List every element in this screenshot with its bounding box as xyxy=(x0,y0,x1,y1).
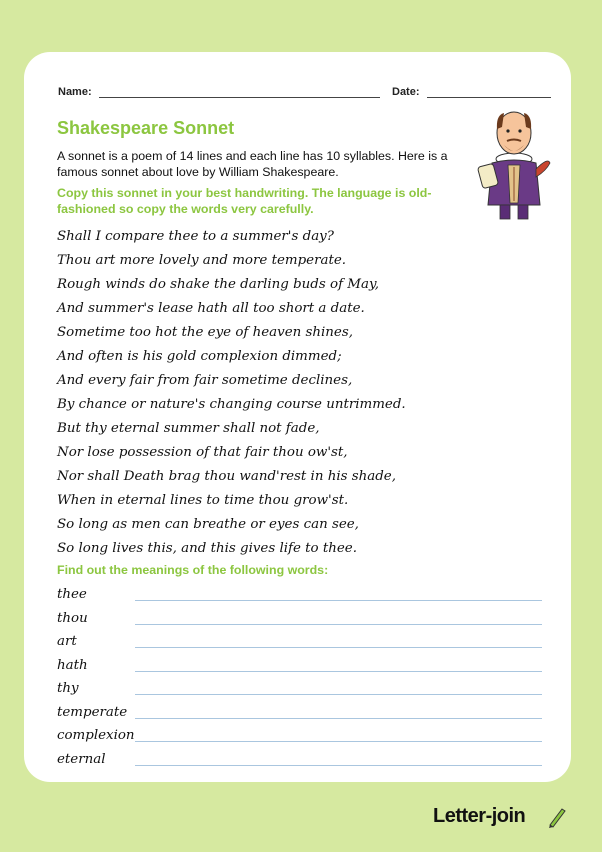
vocab-row xyxy=(57,679,542,703)
poem-line: So long lives this, and this gives life to thee. xyxy=(57,541,357,556)
answer-line[interactable] xyxy=(135,647,542,648)
vocab-row xyxy=(57,656,542,680)
vocab-row xyxy=(57,632,542,656)
answer-line[interactable] xyxy=(135,671,542,672)
answer-line[interactable] xyxy=(135,600,542,601)
answer-line[interactable] xyxy=(135,741,542,742)
vocab-word: complexion xyxy=(57,728,135,743)
shakespeare-illustration xyxy=(474,107,554,222)
vocab-row xyxy=(57,750,542,774)
vocab-row xyxy=(57,585,542,609)
brand-logo: Letter-join xyxy=(433,805,526,827)
vocab-row xyxy=(57,703,542,727)
vocab-word: eternal xyxy=(57,751,106,767)
poem-line: Sometime too hot the eye of heaven shines, xyxy=(57,325,353,340)
vocab-list xyxy=(57,585,542,773)
date-field[interactable] xyxy=(427,97,551,98)
poem-line: Shall I compare thee to a summer's day? xyxy=(57,229,334,244)
vocab-row xyxy=(57,726,542,750)
poem-line: Rough winds do shake the darling buds of May, xyxy=(57,277,380,292)
vocab-row xyxy=(57,609,542,633)
pencil-icon xyxy=(546,805,568,829)
name-label: Name: xyxy=(58,86,92,98)
sonnet-lines xyxy=(57,227,406,563)
instruction-text: Copy this sonnet in your best handwriting. The language is old-fashioned so copy the words very carefully. xyxy=(57,186,432,216)
poem-line: So long as men can breathe or eyes can see, xyxy=(57,517,359,532)
poem-line: But thy eternal summer shall not fade, xyxy=(57,421,320,436)
answer-line[interactable] xyxy=(135,694,542,695)
vocab-word: thou xyxy=(57,610,88,626)
poem-line: Nor shall Death brag thou wand'rest in his shade, xyxy=(57,469,396,484)
date-label: Date: xyxy=(392,86,420,98)
vocab-word: thy xyxy=(57,681,79,696)
worksheet xyxy=(24,52,571,782)
answer-line[interactable] xyxy=(135,765,542,766)
page-title: Shakespeare Sonnet xyxy=(57,118,235,138)
poem-line: Nor lose possession of that fair thou ow'st, xyxy=(57,445,348,460)
poem-line: And summer's lease hath all too short a date. xyxy=(57,301,365,316)
poem-line: And every fair from fair sometime declines, xyxy=(57,373,353,388)
vocab-heading: Find out the meanings of the following words: xyxy=(57,563,329,577)
poem-line: And often is his gold complexion dimmed; xyxy=(57,349,342,364)
poem-line: When in eternal lines to time thou grow'st. xyxy=(57,493,349,508)
vocab-word: art xyxy=(57,634,77,649)
intro-text: A sonnet is a poem of 14 lines and each line has 10 syllables. Here is a famous sonnet about love by William Shakespeare. xyxy=(57,149,448,179)
name-field[interactable] xyxy=(99,97,380,98)
vocab-word: temperate xyxy=(57,704,128,720)
name-date-row xyxy=(58,86,551,100)
poem-line: Thou art more lovely and more temperate. xyxy=(57,253,347,268)
vocab-word: thee xyxy=(57,587,87,602)
vocab-word: hath xyxy=(57,657,88,673)
answer-line[interactable] xyxy=(135,718,542,719)
answer-line[interactable] xyxy=(135,624,542,625)
poem-line: By chance or nature's changing course untrimmed. xyxy=(57,397,406,412)
